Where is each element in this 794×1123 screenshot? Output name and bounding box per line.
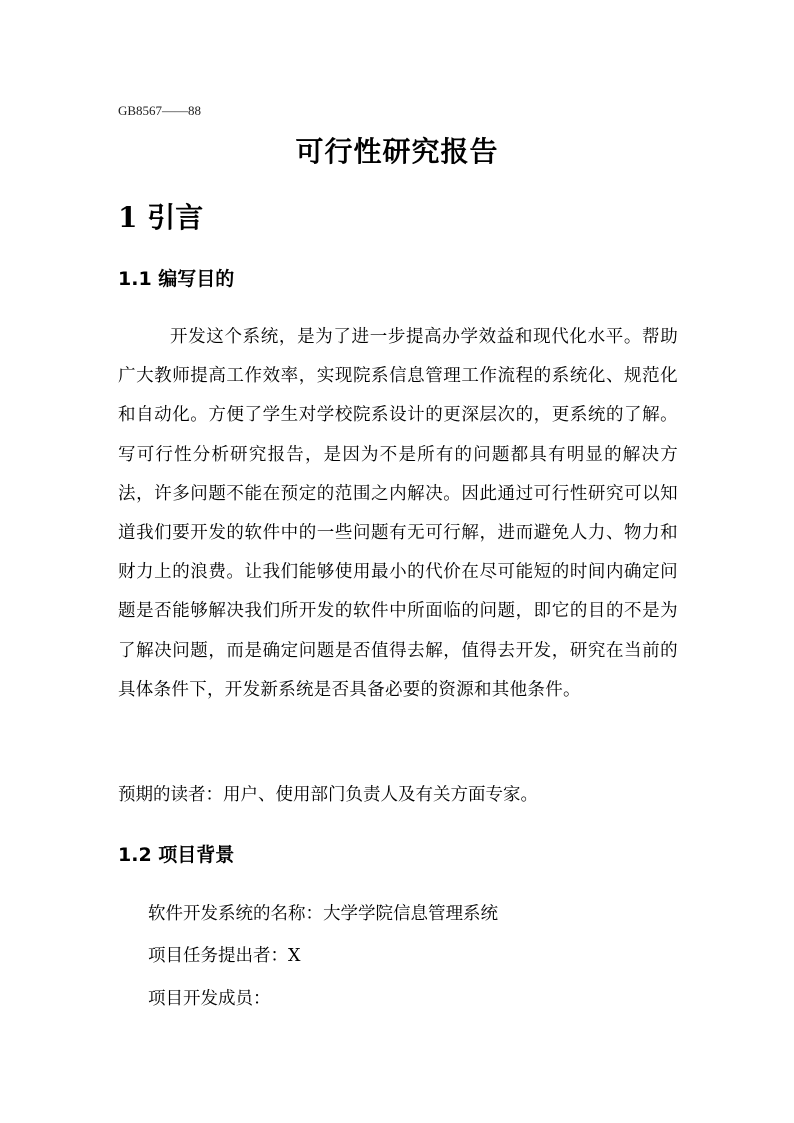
- intended-readers: 预期的读者：用户、使用部门负责人及有关方面专家。: [118, 785, 538, 805]
- task-proposer-line: 项目任务提出者：X: [148, 946, 301, 966]
- purpose-paragraph: 开发这个系统，是为了进一步提高办学效益和现代化水平。帮助广大教师提高工作效率，实现院系信息管理工作流程的系统化、规范化和自动化。方便了学生对学校院系设计的更深层次的，更系统的了解。写可行性分析研究报告，是因为不是所有的问题都具有明显的解决方法，许多问题不能在预定的范围之内解决。因此通过可行性研究可以知道我们要开发的软件中的一些问题有无可行解，进而避免人力、物力和财力上的浪费。让我们能够使用最小的代价在尽可能短的时间内确定问题是否能够解决我们所开发的软件中所面临的问题，即它的目的不是为了解决问题，而是确定问题是否值得去解，值得去开发，研究在当前的具体条件下，开发新系统是否具备必要的资源和其他条件。: [118, 327, 678, 700]
- subsection-heading-purpose: 1.1 编写目的: [118, 268, 235, 290]
- developers-line: 项目开发成员：: [148, 989, 271, 1009]
- section-heading-introduction: 1 引言: [118, 201, 204, 234]
- subsection-heading-background: 1.2 项目背景: [118, 844, 235, 866]
- document-title: 可行性研究报告: [295, 135, 499, 168]
- software-name-line: 软件开发系统的名称：大学学院信息管理系统: [148, 904, 498, 924]
- standard-code: GB8567——88: [118, 103, 202, 118]
